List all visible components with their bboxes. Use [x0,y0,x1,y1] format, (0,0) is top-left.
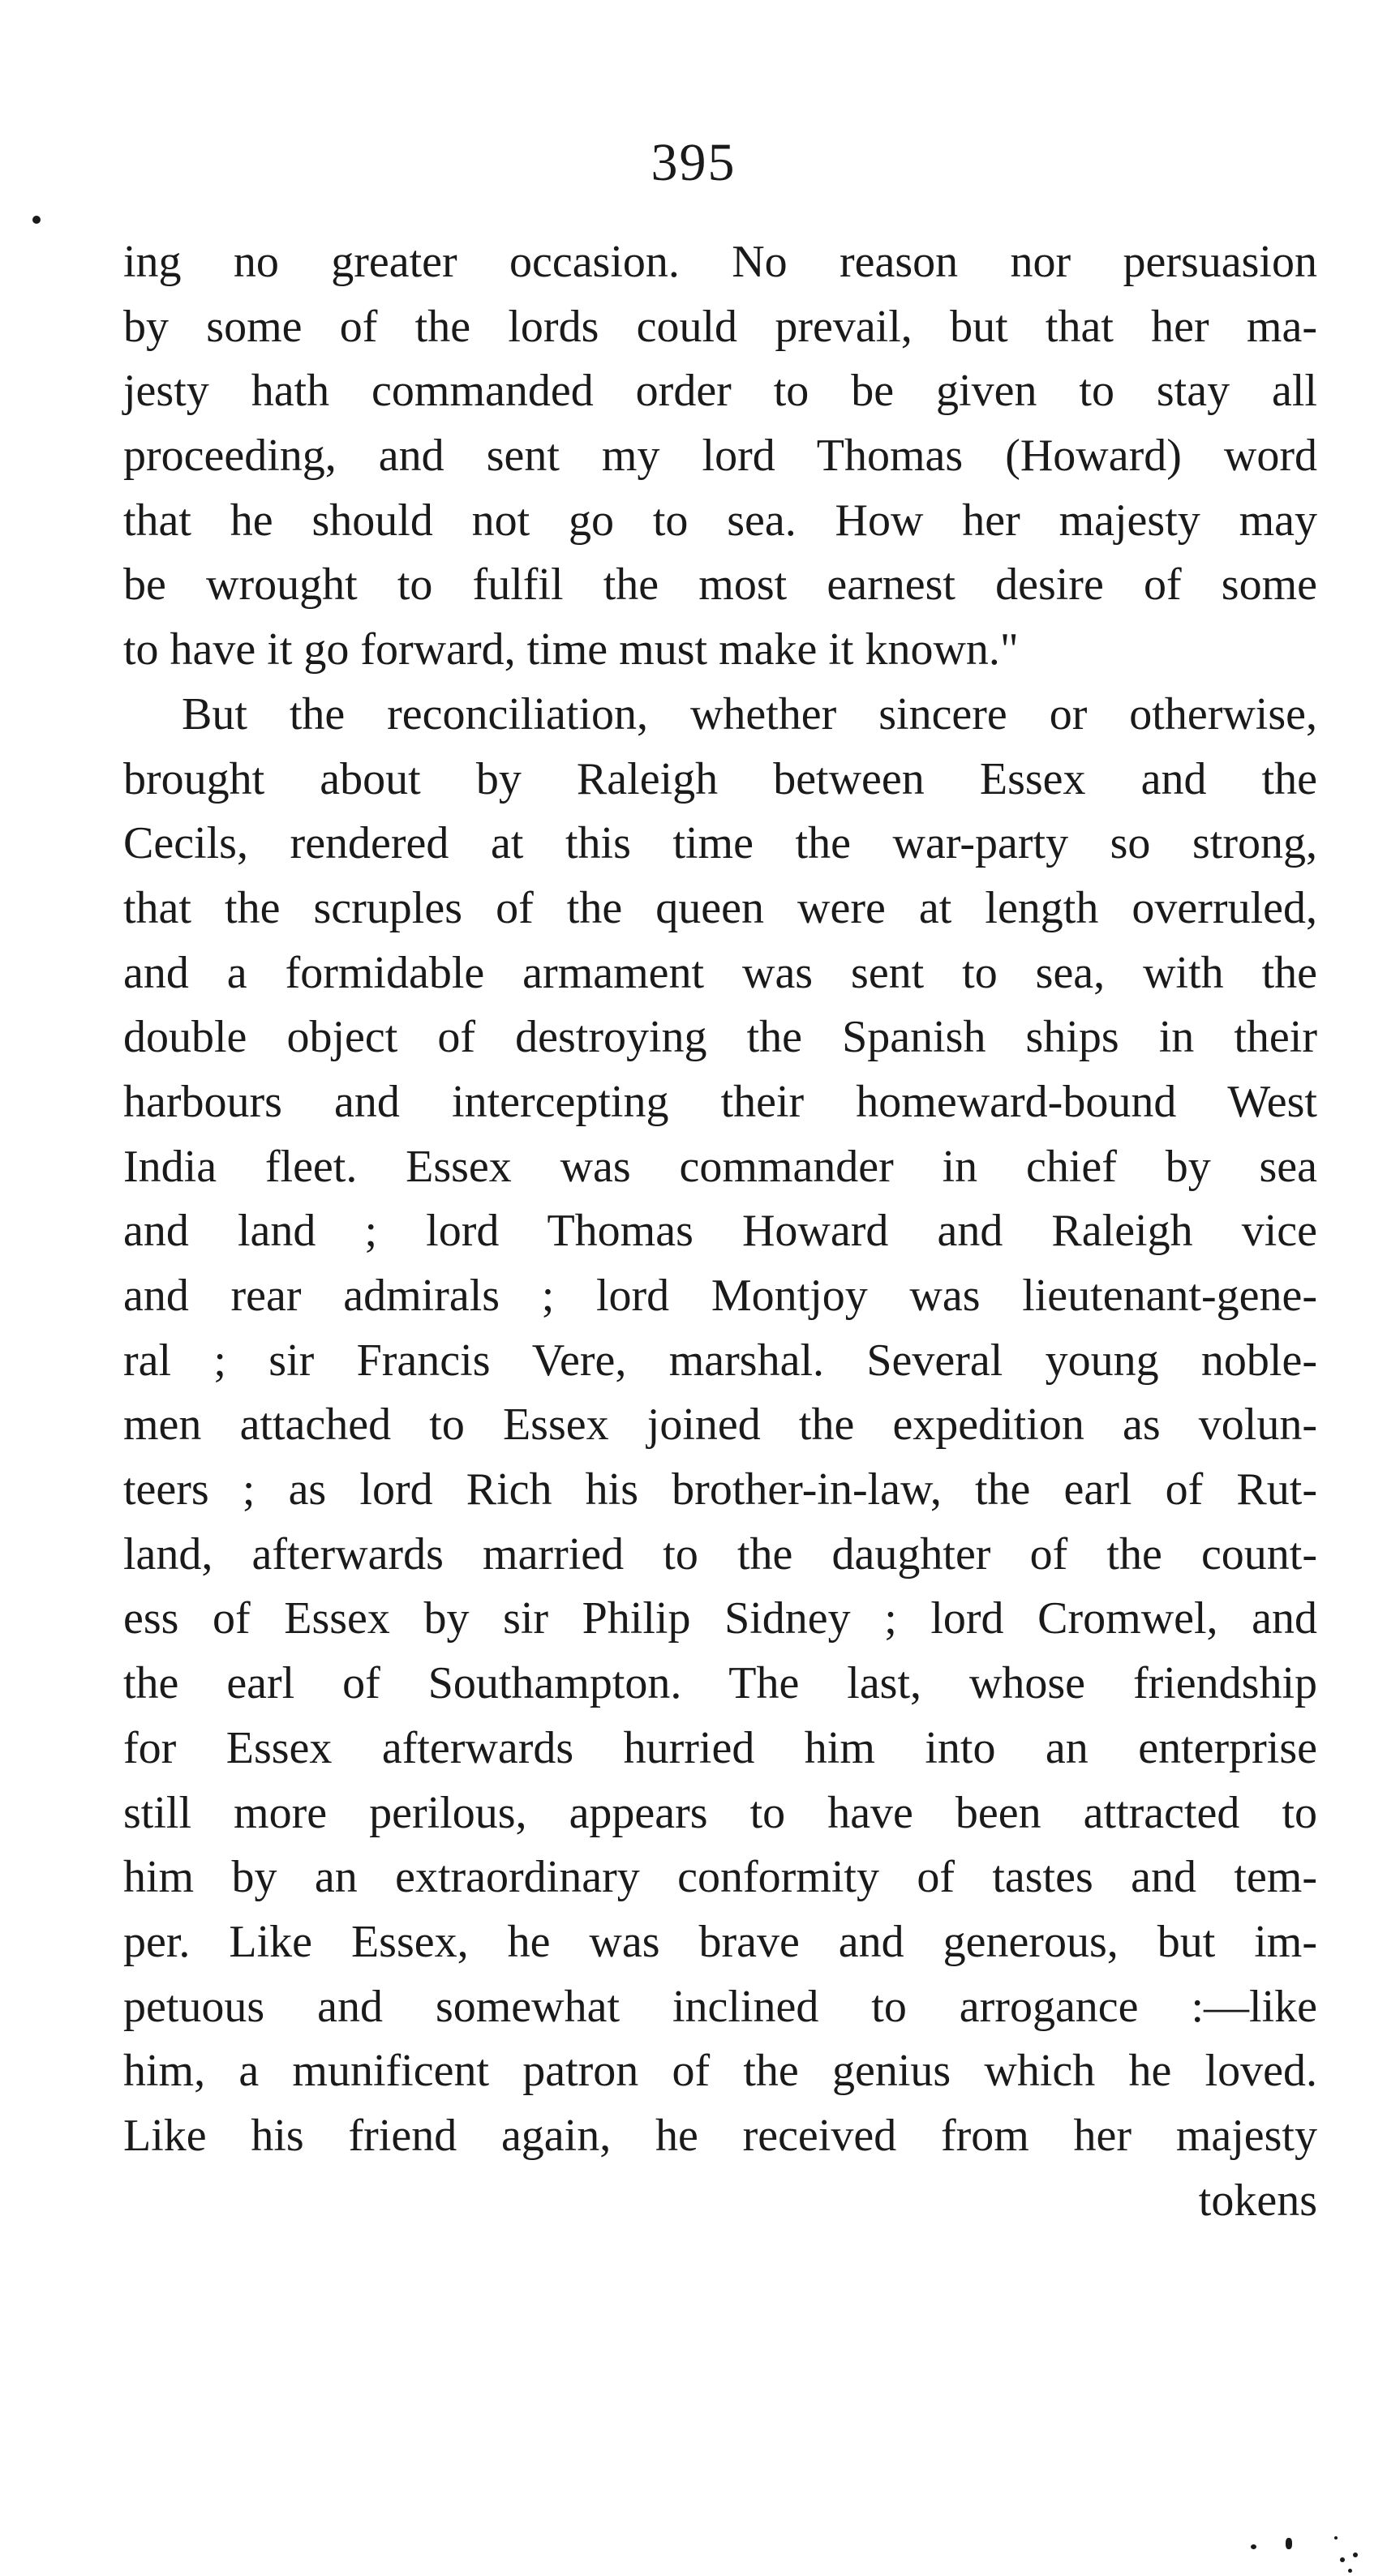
text-line: Cecils, rendered at this time the war-party so strong, [123,818,1317,869]
text-line: and land ; lord Thomas Howard and Raleigh vice [123,1206,1317,1257]
text-line: ral ; sir Francis Vere, marshal. Several young noble- [123,1335,1317,1386]
text-line: But the reconciliation, whether sincere or otherwise, [182,688,1317,739]
text-line: per. Like Essex, he was brave and generous, but im- [123,1916,1317,1967]
text-line: him by an extraordinary conformity of tastes and tem- [123,1852,1317,1903]
text-line: still more perilous, appears to have been attracted to [123,1787,1317,1838]
ink-speck [1353,2552,1358,2557]
text-line: the earl of Southampton. The last, whose friendship [123,1658,1317,1709]
text-line: teers ; as lord Rich his brother-in-law, the earl of Rut- [123,1464,1317,1515]
ink-speck [1251,2544,1256,2549]
ink-speck [1348,2569,1352,2573]
ink-speck [1334,2536,1338,2540]
text-line: India fleet. Essex was commander in chief by sea [123,1141,1317,1192]
ink-speck [1340,2557,1345,2562]
body-text [123,230,1317,2233]
text-line: be wrought to fulfil the most earnest desire of some [123,559,1317,611]
text-line: proceeding, and sent my lord Thomas (Howard) word [123,431,1317,482]
text-line: brought about by Raleigh between Essex and the [123,753,1317,804]
catchword: tokens [1198,2175,1317,2226]
text-line: ing no greater occasion. No reason nor persuasion [123,237,1317,287]
text-line: to have it go forward, time must make it known." [123,624,1019,675]
text-line: that the scruples of the queen were at length overruled, [123,882,1317,933]
text-line: for Essex afterwards hurried him into an enterprise [123,1722,1317,1773]
page-number: 395 [651,133,736,192]
text-line: double object of destroying the Spanish ships in their [123,1012,1317,1063]
text-line: land, afterwards married to the daughter of the count- [123,1528,1317,1579]
ink-speck [1286,2538,1292,2549]
text-line: ess of Essex by sir Philip Sidney ; lord Cromwel, and [123,1593,1317,1644]
text-line: Like his friend again, he received from her majesty [123,2110,1317,2161]
text-line: men attached to Essex joined the expedition as volun- [123,1399,1317,1451]
text-line: jesty hath commanded order to be given to stay all [123,366,1317,417]
text-line: by some of the lords could prevail, but that her ma- [123,301,1317,352]
text-line: and rear admirals ; lord Montjoy was lieutenant-gene- [123,1271,1317,1321]
text-line: that he should not go to sea. How her majesty may [123,495,1317,546]
text-line: him, a munificent patron of the genius which he loved. [123,2046,1317,2097]
text-line: and a formidable armament was sent to sea, with the [123,947,1317,998]
ink-speck [32,216,41,224]
text-line: harbours and intercepting their homeward-bound West [123,1076,1317,1127]
text-line: petuous and somewhat inclined to arrogance :—like [123,1981,1317,2032]
